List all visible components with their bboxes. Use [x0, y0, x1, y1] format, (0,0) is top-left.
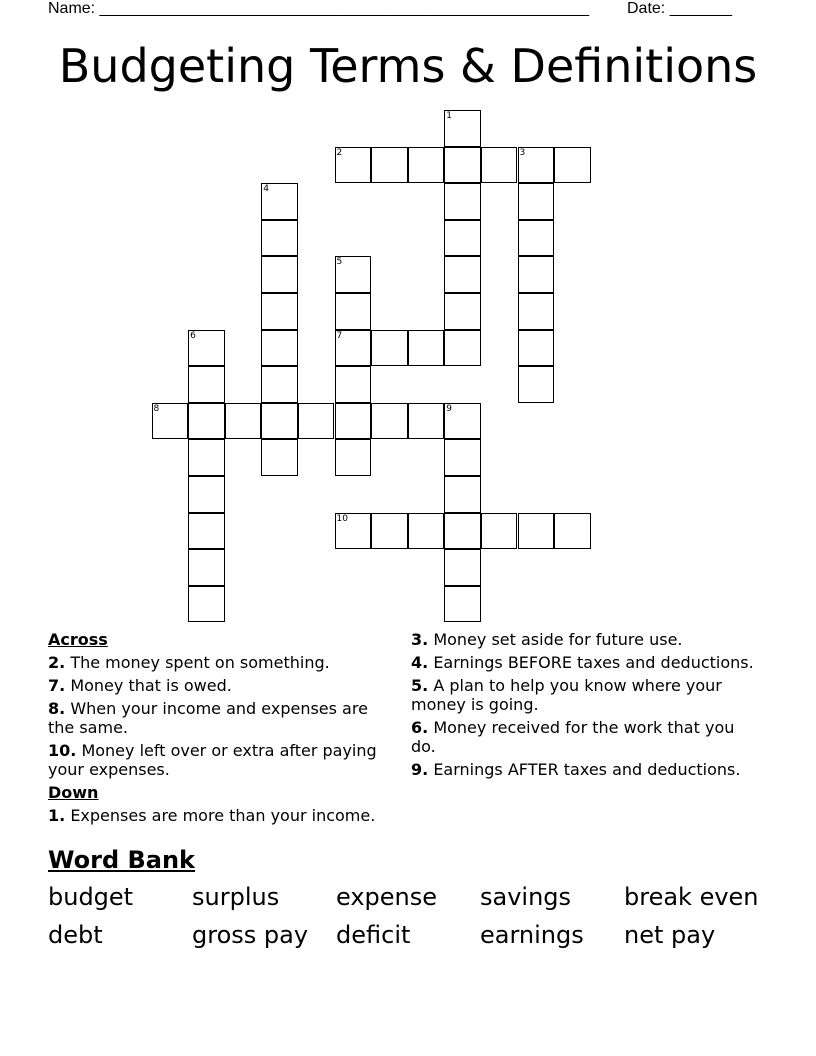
clue-number: 4. [411, 653, 429, 672]
grid-cell[interactable] [261, 256, 298, 293]
grid-cell[interactable] [481, 513, 518, 550]
grid-cell[interactable] [371, 147, 408, 184]
grid-cell[interactable] [335, 330, 372, 367]
grid-cell[interactable] [444, 293, 481, 330]
grid-cell[interactable] [335, 439, 372, 476]
grid-cell[interactable] [444, 330, 481, 367]
clue-number: 6. [411, 718, 429, 737]
clue-across-7 [48, 676, 398, 695]
grid-cell[interactable] [335, 513, 372, 550]
grid-cell[interactable] [298, 403, 335, 440]
word-bank-item: debt [48, 921, 103, 949]
grid-cell[interactable] [444, 513, 481, 550]
grid-cell[interactable] [188, 403, 225, 440]
word-bank-item: deficit [336, 921, 411, 949]
grid-cell[interactable] [261, 330, 298, 367]
grid-cell[interactable] [554, 147, 591, 184]
grid-cell[interactable] [335, 147, 372, 184]
clue-text: A plan to help you know where your money is going. [411, 676, 722, 714]
grid-cell[interactable] [371, 513, 408, 550]
grid-cell[interactable] [261, 439, 298, 476]
clue-down-4 [411, 653, 761, 672]
clue-text: Money received for the work that you do. [411, 718, 735, 756]
clue-text: Expenses are more than your income. [70, 806, 376, 825]
name-field-label: Name: _______________________________________________________ [48, 0, 589, 17]
word-bank-item: surplus [192, 883, 280, 911]
grid-cell[interactable] [188, 439, 225, 476]
grid-cell[interactable] [371, 330, 408, 367]
clue-text: Earnings AFTER taxes and deductions. [433, 760, 741, 779]
clue-number-label: 10 [336, 513, 348, 524]
word-bank-item: savings [480, 883, 572, 911]
clue-number-label: 8 [153, 403, 160, 414]
word-bank-item: break even [624, 883, 759, 911]
grid-cell[interactable] [188, 513, 225, 550]
clue-number-label: 2 [336, 147, 343, 158]
grid-cell[interactable] [408, 147, 445, 184]
grid-cell[interactable] [188, 330, 225, 367]
clue-number-label: 9 [446, 403, 453, 414]
clue-text: The money spent on something. [70, 653, 330, 672]
clue-number-label: 5 [336, 257, 343, 268]
grid-cell[interactable] [408, 513, 445, 550]
clue-text: Money set aside for future use. [433, 630, 683, 649]
clues-right-column [411, 630, 761, 779]
grid-cell[interactable] [518, 147, 555, 184]
grid-cell[interactable] [188, 549, 225, 586]
grid-cell[interactable] [371, 403, 408, 440]
grid-cell[interactable] [261, 403, 298, 440]
grid-cell[interactable] [188, 476, 225, 513]
grid-cell[interactable] [335, 256, 372, 293]
clue-number-label: 4 [263, 184, 270, 195]
word-bank-item: earnings [480, 921, 584, 949]
grid-cell[interactable] [408, 403, 445, 440]
clue-number-label: 3 [519, 147, 526, 158]
grid-cell[interactable] [518, 183, 555, 220]
clue-across-8 [48, 699, 398, 737]
clue-down-6 [411, 718, 761, 756]
grid-cell[interactable] [261, 366, 298, 403]
clue-number: 1. [48, 806, 66, 825]
clue-number: 5. [411, 676, 429, 695]
word-bank-item: net pay [624, 921, 716, 949]
grid-cell[interactable] [444, 183, 481, 220]
clue-across-10 [48, 741, 398, 779]
grid-cell[interactable] [444, 220, 481, 257]
grid-cell[interactable] [335, 366, 372, 403]
across-heading: Across [48, 630, 108, 649]
grid-cell[interactable] [481, 147, 518, 184]
grid-cell[interactable] [518, 220, 555, 257]
clue-down-1 [48, 806, 398, 825]
clue-text: Money that is owed. [70, 676, 232, 695]
grid-cell[interactable] [444, 476, 481, 513]
word-bank-title: Word Bank [48, 846, 196, 874]
grid-cell[interactable] [261, 220, 298, 257]
grid-cell[interactable] [444, 256, 481, 293]
grid-cell[interactable] [444, 586, 481, 623]
page-title: Budgeting Terms & Definitions [58, 39, 758, 93]
grid-cell[interactable] [335, 293, 372, 330]
grid-cell[interactable] [554, 513, 591, 550]
grid-cell[interactable] [518, 256, 555, 293]
grid-cell[interactable] [261, 293, 298, 330]
grid-cell[interactable] [225, 403, 262, 440]
grid-cell[interactable] [408, 330, 445, 367]
word-bank [48, 882, 784, 950]
clue-number-label: 7 [336, 330, 343, 341]
grid-cell[interactable] [518, 330, 555, 367]
clue-number-label: 6 [190, 330, 196, 341]
clue-number: 3. [411, 630, 429, 649]
clue-text: Money left over or extra after paying your expenses. [48, 741, 377, 779]
down-heading: Down [48, 783, 99, 802]
date-field-label: Date: _______ [627, 0, 732, 17]
clue-text: Earnings BEFORE taxes and deductions. [433, 653, 754, 672]
grid-cell[interactable] [444, 110, 481, 147]
clue-down-5 [411, 676, 761, 714]
grid-cell[interactable] [444, 147, 481, 184]
grid-cell[interactable] [518, 293, 555, 330]
grid-cell[interactable] [188, 586, 225, 623]
grid-cell[interactable] [188, 366, 225, 403]
grid-cell[interactable] [152, 403, 189, 440]
clues-left-column [48, 630, 398, 825]
clue-number-label: 1 [446, 111, 453, 121]
grid-cell[interactable] [518, 366, 555, 403]
grid-cell[interactable] [335, 403, 372, 440]
clue-across-2 [48, 653, 398, 672]
grid-cell[interactable] [444, 403, 481, 440]
word-bank-item: budget [48, 883, 134, 911]
clue-down-9 [411, 760, 761, 779]
clue-down-3 [411, 630, 761, 649]
clue-number: 2. [48, 653, 66, 672]
grid-cell[interactable] [444, 549, 481, 586]
clue-number: 9. [411, 760, 429, 779]
grid-cell[interactable] [444, 439, 481, 476]
grid-cell[interactable] [518, 513, 555, 550]
clue-text: When your income and expenses are the same. [48, 699, 368, 737]
word-bank-item: expense [336, 883, 438, 911]
clue-number: 7. [48, 676, 66, 695]
word-bank-item: gross pay [192, 921, 309, 949]
clue-number: 8. [48, 699, 66, 718]
grid-cell[interactable] [261, 183, 298, 220]
clue-number: 10. [48, 741, 77, 760]
